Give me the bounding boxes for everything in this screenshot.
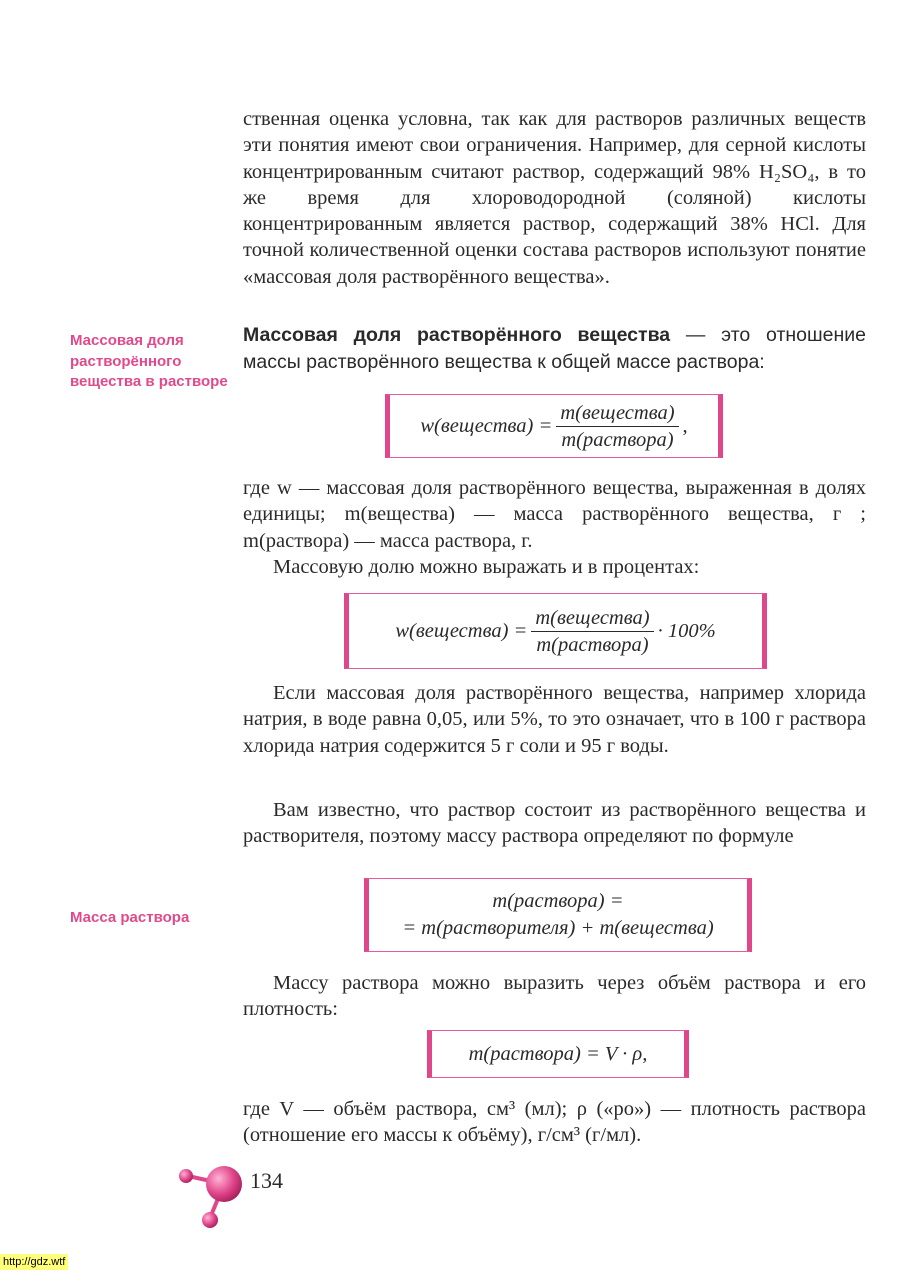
formula-tail: · 100% <box>657 619 716 642</box>
formula-lhs: w(вещества) = <box>395 619 528 642</box>
side-note-solution-mass: Масса раствора <box>70 909 190 926</box>
intro-paragraph: ственная оценка условна, так как для растворов различных веществ эти понятия имеют свои ограничения. Например, для серной кислоты концентрированным считают раствор, содержащий 98% H₂SO₄, в то же время для хлороводородной (соляной) кислоты концентрированным является раствор, содержащий 38% HCl. Для точной количественной оценки состава растворов используют понятие «массовая доля растворённого вещества». <box>243 108 866 288</box>
formula-text: m(раствора) = V · ρ, <box>468 1042 648 1065</box>
formula-line-2: = m(растворителя) + m(вещества) <box>402 917 714 939</box>
fraction-numerator: m(вещества) <box>556 402 678 427</box>
fraction-denominator: m(раствора) <box>561 428 674 451</box>
definition-term: Массовая доля растворённого вещества <box>243 324 671 346</box>
formula-mass-fraction <box>385 394 723 458</box>
percent-intro-paragraph: Массовую долю можно выражать и в процентах: <box>273 556 700 578</box>
where-w-paragraph: где w — массовая доля растворённого вещества, выраженная в долях единицы; m(вещества) — масса растворённого вещества, г ; m(раствора) — масса раствора, г. <box>243 477 866 552</box>
fraction-denominator: m(раствора) <box>536 633 649 656</box>
formula-fraction <box>531 607 653 656</box>
formula-tail: , <box>682 414 688 437</box>
formula-mass-fraction-percent <box>344 593 767 669</box>
side-note-mass-fraction: Массовая доля растворённого вещества в растворе <box>70 332 228 390</box>
page-number: 134 <box>250 1168 283 1193</box>
definition-paragraph <box>243 322 866 376</box>
example-paragraph: Если массовая доля растворённого вещества, например хлорида натрия, в воде равна 0,05, или 5%, то это означает, что в 100 г раствора хлорида натрия содержится 5 г соли и 95 г воды. <box>243 682 866 757</box>
molecule-decoration-icon <box>172 1160 250 1240</box>
volume-intro-paragraph: Массу раствора можно выразить через объём раствора и его плотность: <box>243 972 866 1021</box>
where-v-paragraph: где V — объём раствора, см³ (мл); ρ («ро») — плотность раствора (отношение его массы к объёму), г/см³ (г/мл). <box>243 1098 866 1147</box>
fraction-numerator: m(вещества) <box>531 607 653 632</box>
formula-line-1: m(раствора) = <box>492 890 624 912</box>
solution-mass-paragraph: Вам известно, что раствор состоит из растворённого вещества и растворителя, поэтому массу раствора определяют по формуле <box>243 799 866 848</box>
definition-text: — это отношение массы растворённого вещества к общей массе раствора: <box>243 324 866 373</box>
formula-solution-mass <box>364 878 752 952</box>
formula-volume-density <box>427 1030 689 1078</box>
formula-fraction <box>556 402 678 451</box>
watermark-link[interactable]: http://gdz.wtf <box>0 1254 68 1270</box>
formula-lhs: w(вещества) = <box>420 414 553 437</box>
